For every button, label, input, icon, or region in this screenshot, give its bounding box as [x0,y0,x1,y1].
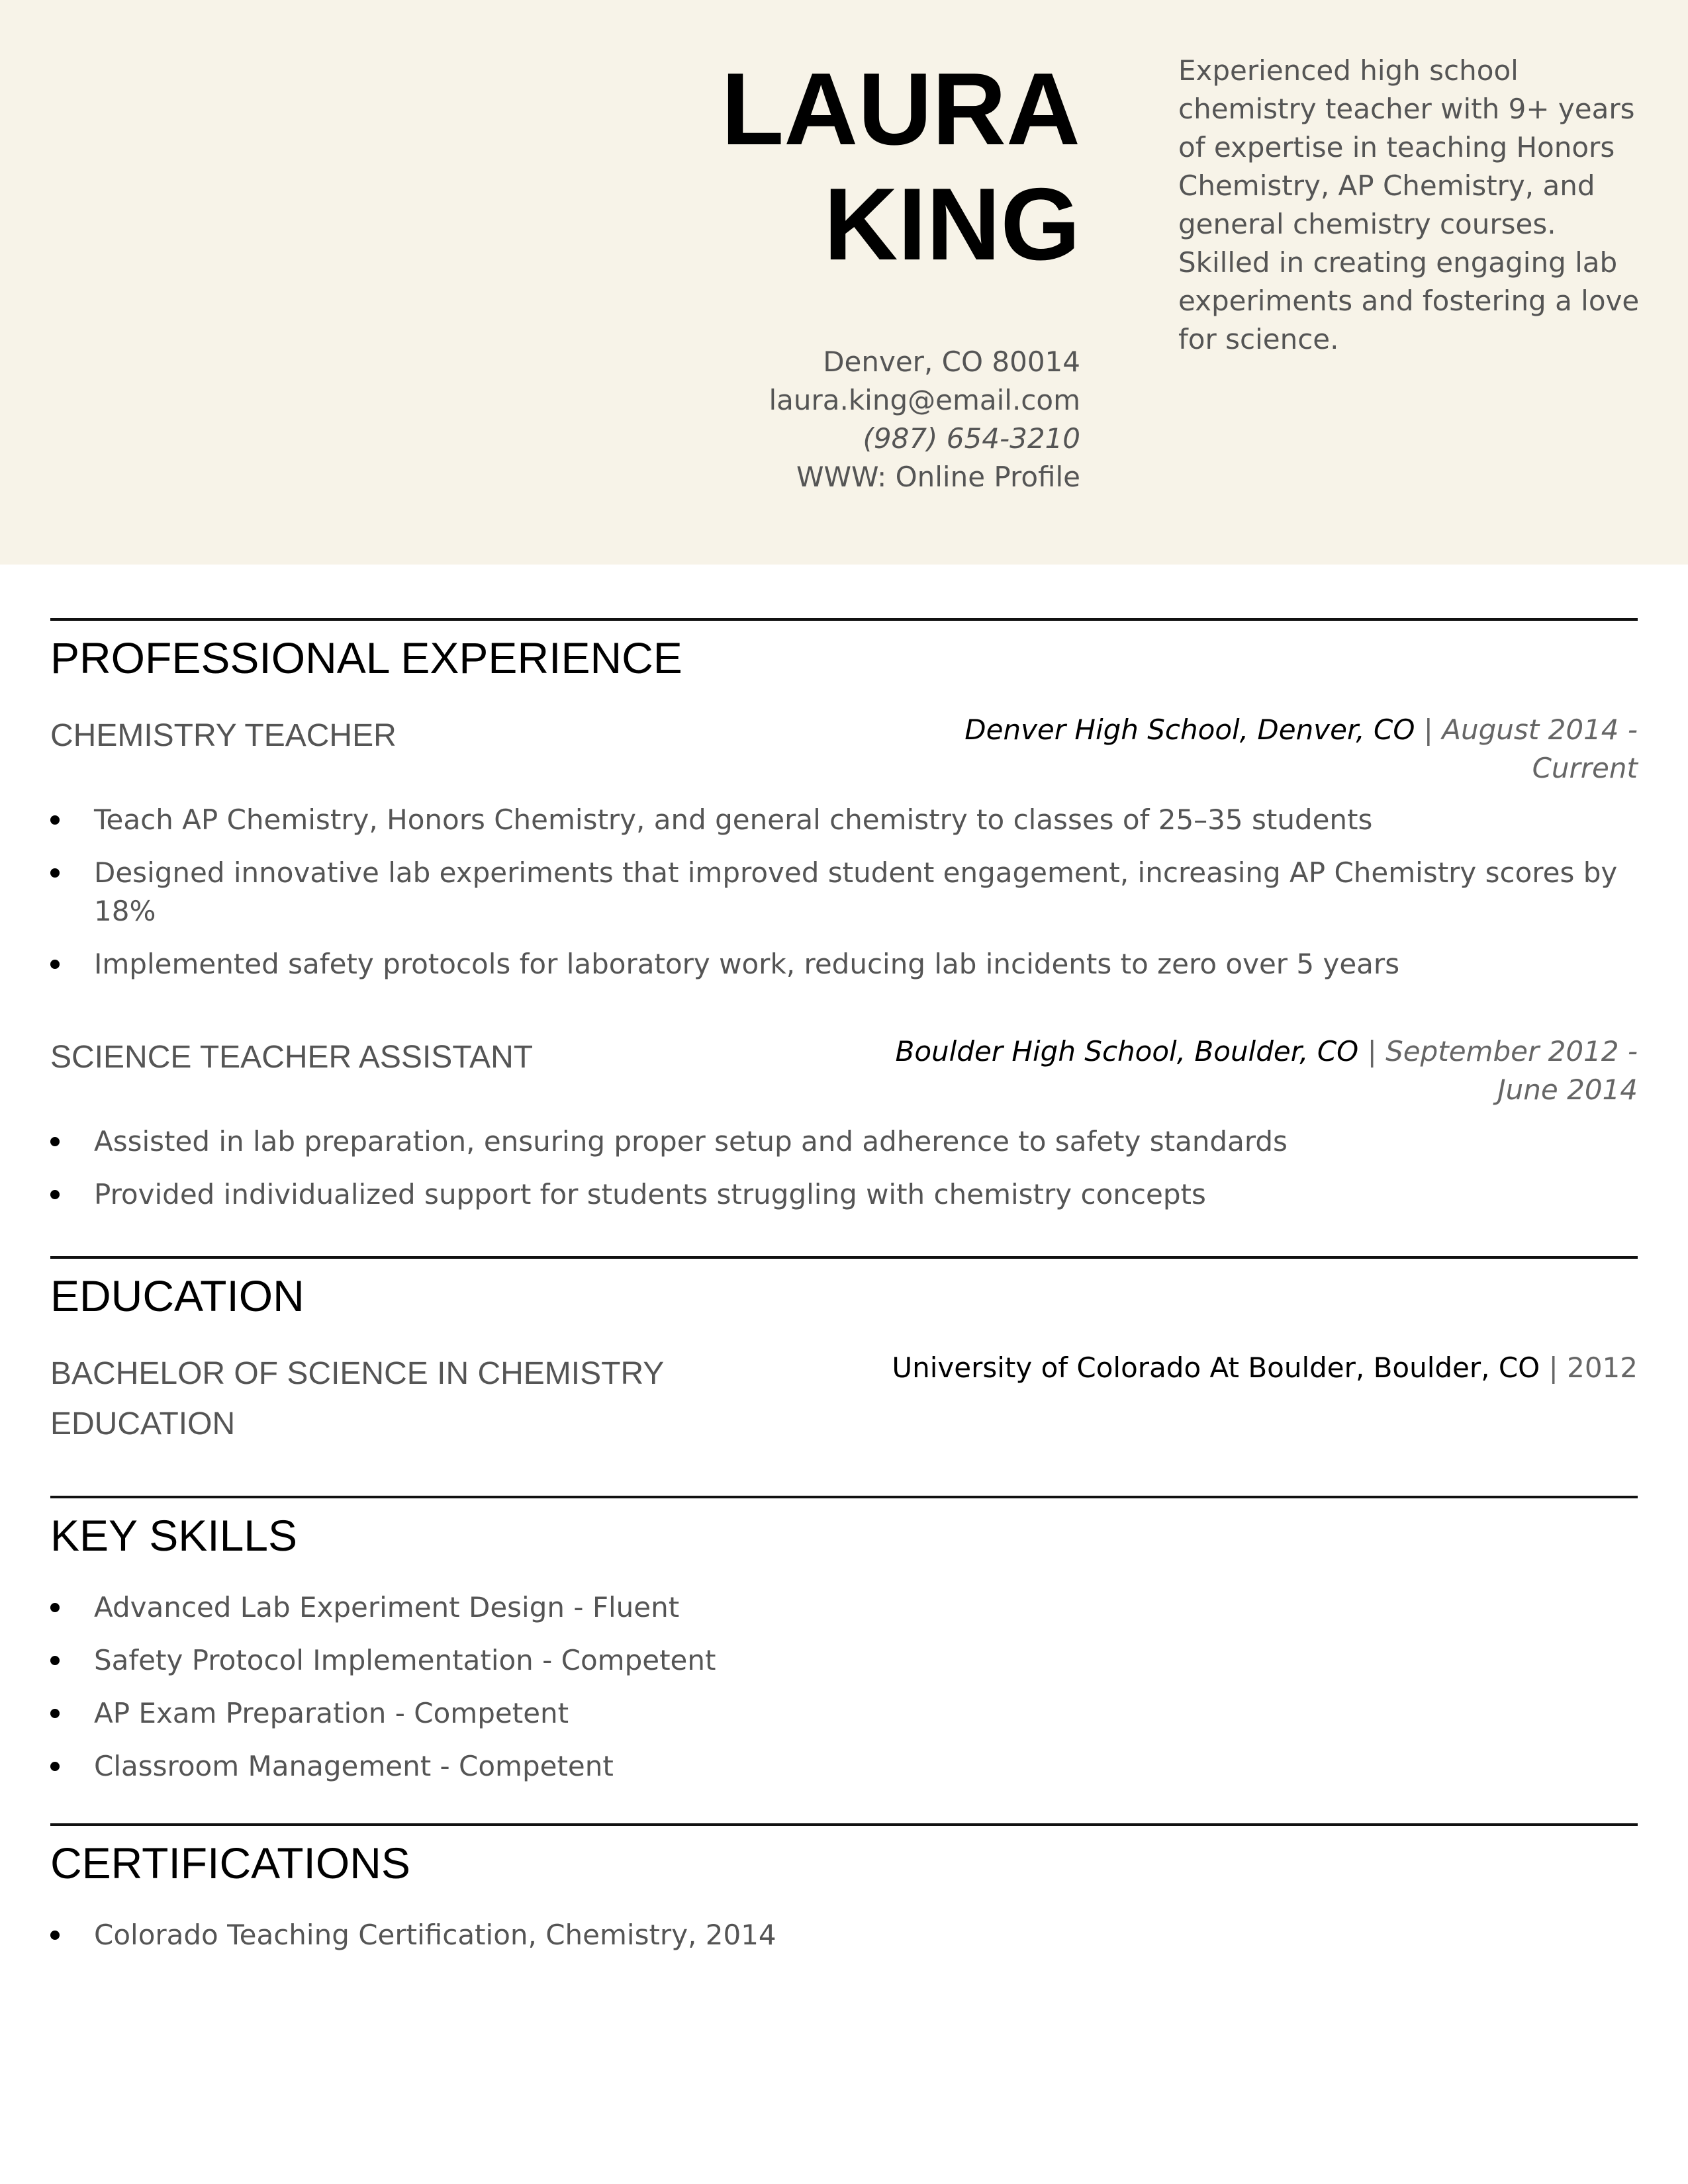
job-employer: Boulder High School, Boulder, CO [895,1035,1359,1068]
job-title: SCIENCE TEACHER ASSISTANT [50,1040,534,1075]
list-item: Implemented safety protocols for laboratory work, reducing lab incidents to zero over 5 years [50,945,1638,983]
meta-separator: | [1358,1035,1386,1068]
meta-separator: | [1540,1351,1568,1384]
job-employer: Denver High School, Denver, CO [964,713,1415,746]
meta-separator: | [1415,713,1442,746]
resume-header [0,0,1688,565]
experience-title: PROFESSIONAL EXPERIENCE [50,633,682,682]
list-item: Teach AP Chemistry, Honors Chemistry, and general chemistry to classes of 25–35 students [50,801,1638,839]
list-item: Advanced Lab Experiment Design - Fluent [50,1588,1638,1627]
section-divider [50,1496,1638,1498]
job-dates-start: September 2012 - [1385,1035,1638,1068]
job-meta [964,711,1638,788]
website-link[interactable]: WWW: Online Profile [796,461,1080,493]
list-item: Designed innovative lab experiments that improved student engagement, increasing AP Chemistry scores by 18% [50,854,1638,931]
certifications-list [50,1916,1638,1954]
job-dates-end: June 2014 [1497,1073,1638,1106]
job-bullets [50,1122,1638,1214]
section-divider [50,1823,1638,1826]
list-item: Classroom Management - Competent [50,1747,1638,1786]
list-item: Colorado Teaching Certification, Chemistry, 2014 [50,1916,1638,1954]
contact-info [485,343,1080,496]
skills-list [50,1588,1638,1786]
email-link[interactable]: laura.king@email.com [769,384,1080,416]
list-item: Safety Protocol Implementation - Competent [50,1641,1638,1680]
graduation-year: 2012 [1567,1351,1638,1384]
education-title: EDUCATION [50,1271,305,1320]
list-item: Assisted in lab preparation, ensuring proper setup and adherence to safety standards [50,1122,1638,1161]
list-item: Provided individualized support for students struggling with chemistry concepts [50,1175,1638,1214]
phone-number: (987) 654-3210 [863,422,1080,455]
section-divider [50,618,1638,621]
section-divider [50,1256,1638,1259]
job-dates-end: Current [1532,752,1638,784]
school-name: University of Colorado At Boulder, Boulder, CO [892,1351,1540,1384]
professional-summary: Experienced high school chemistry teacher with 9+ years of expertise in teaching Honors Chemistry, AP Chemistry, and general chemistry courses. Skilled in creating engaging lab experiments and fostering a love for science. [1178,54,1640,355]
first-name: LAURA [721,52,1080,166]
job-bullets [50,801,1638,983]
last-name: KING [823,167,1080,281]
job-meta [896,1032,1638,1109]
list-item: AP Exam Preparation - Competent [50,1694,1638,1733]
degree-name: BACHELOR OF SCIENCE IN CHEMISTRY EDUCATION [50,1356,665,1441]
education-meta [892,1349,1638,1387]
certifications-title: CERTIFICATIONS [50,1839,410,1888]
candidate-name [485,52,1080,282]
skills-title: KEY SKILLS [50,1511,298,1560]
job-dates-start: August 2014 - [1442,713,1638,746]
location: Denver, CO 80014 [823,345,1080,378]
job-title: CHEMISTRY TEACHER [50,718,397,753]
